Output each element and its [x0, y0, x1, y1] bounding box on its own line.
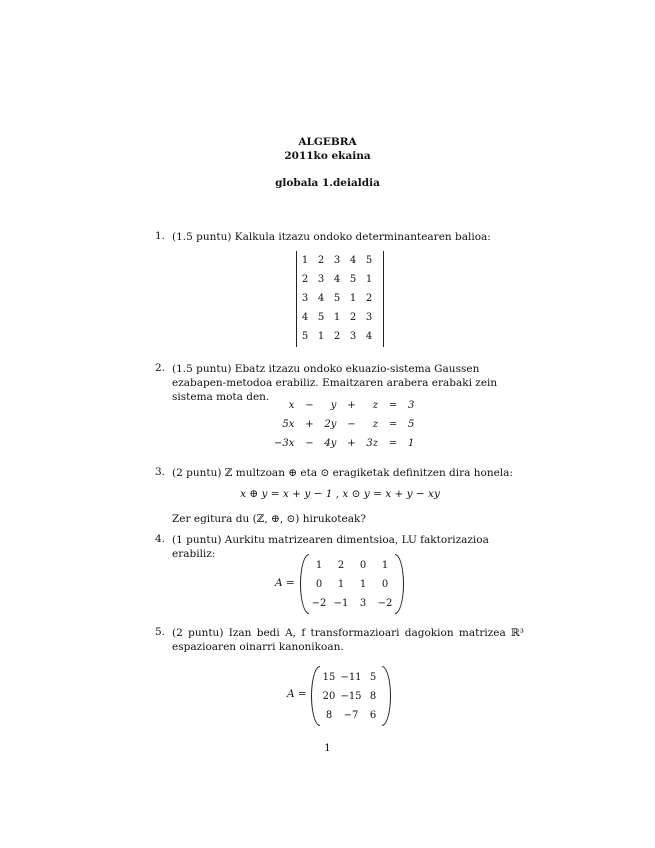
determinant-cell: 1 — [349, 293, 357, 304]
doc-title: ALGEBRA — [298, 136, 357, 148]
doc-date: 2011ko ekaina — [284, 150, 371, 162]
determinant-cell: 3 — [349, 331, 357, 342]
determinant-cell: 3 — [333, 255, 341, 266]
page-number: 1 — [324, 742, 331, 754]
matrix-lu-row — [308, 594, 396, 613]
equation-cell: = — [388, 419, 398, 430]
equation-row — [270, 396, 418, 415]
determinant-cell: 4 — [365, 331, 373, 342]
matrix-transformation — [318, 668, 384, 725]
determinant-cell: 3 — [365, 312, 373, 323]
matrix-lu-cell: −2 — [377, 598, 393, 609]
question-4-text: (1 puntu) Aurkitu matrizearen dimentsioa, LU faktorizazioa erabiliz: — [172, 534, 489, 560]
equation-cell: + — [347, 438, 356, 449]
question-3-number: 3. — [155, 466, 166, 478]
equation-cell: 3z — [366, 438, 379, 449]
determinant-cell: 5 — [349, 274, 357, 285]
matrix-transformation-cell: 8 — [369, 691, 377, 702]
matrix-lu-cell: 2 — [337, 560, 345, 571]
determinant-cell: 4 — [333, 274, 341, 285]
right-parenthesis — [395, 554, 404, 614]
matrix-lu-cell: −2 — [311, 598, 327, 609]
matrix-transformation-row — [318, 668, 384, 687]
equation-cell: 4y — [324, 438, 337, 449]
equation-cell: 5x — [282, 419, 295, 430]
determinant-cell: 4 — [317, 293, 325, 304]
matrix-lu-cell: 1 — [359, 579, 367, 590]
determinant-cell: 1 — [301, 255, 309, 266]
determinant-cell: 5 — [301, 331, 309, 342]
equation-cell: 3 — [408, 400, 415, 411]
determinant-cell: 4 — [349, 255, 357, 266]
doc-subtitle: globala 1.deialdia — [275, 177, 380, 189]
determinant-cell: 1 — [317, 331, 325, 342]
equation-cell: + — [347, 400, 356, 411]
determinant-cell: 1 — [365, 274, 373, 285]
equation-row — [270, 434, 418, 453]
determinant-cell: 2 — [365, 293, 373, 304]
equation-cell: − — [305, 438, 314, 449]
matrix-lu-row — [308, 575, 396, 594]
matrix-transformation-row — [318, 687, 384, 706]
equation-cell: + — [305, 419, 314, 430]
matrix-transformation-cell: 20 — [322, 691, 336, 702]
determinant-row — [297, 289, 377, 308]
determinant-cell: 5 — [333, 293, 341, 304]
equation-cell: z — [372, 400, 379, 411]
matrix-a-label: A = — [275, 577, 295, 589]
determinant-row — [297, 308, 377, 327]
matrix-lu-cell: 3 — [359, 598, 367, 609]
determinant-cell: 3 — [301, 293, 309, 304]
matrix-lu-cell: 0 — [381, 579, 389, 590]
matrix-lu-row — [308, 556, 396, 575]
matrix-transformation-cell: 6 — [369, 710, 377, 721]
equation-cell: − — [347, 419, 356, 430]
equation-cell: y — [330, 400, 337, 411]
matrix-lu-cell: 0 — [359, 560, 367, 571]
determinant-cell: 3 — [317, 274, 325, 285]
determinant-cell: 2 — [317, 255, 325, 266]
matrix-transformation-cell: 15 — [322, 672, 336, 683]
determinant-cell: 4 — [301, 312, 309, 323]
equation-system — [270, 396, 418, 453]
question-5-number: 5. — [155, 626, 166, 638]
equation-cell: − — [305, 400, 314, 411]
equation-cell: 2y — [324, 419, 337, 430]
determinant-cell: 5 — [317, 312, 325, 323]
determinant-cell: 1 — [333, 312, 341, 323]
matrix-lu-cell: 0 — [315, 579, 323, 590]
determinant-cell: 2 — [301, 274, 309, 285]
matrix-transformation-cell: −15 — [340, 691, 362, 702]
question-1-text: (1.5 puntu) Kalkula itzazu ondoko determinantearen balioa: — [172, 231, 491, 243]
matrix-transformation-cell: −7 — [343, 710, 359, 721]
matrix-transformation-cell: −11 — [340, 672, 362, 683]
determinant-cell: 2 — [333, 331, 341, 342]
equation-cell: z — [372, 419, 379, 430]
equation-cell: = — [388, 438, 398, 449]
equation-cell: 5 — [408, 419, 415, 430]
question-4-number: 4. — [155, 533, 166, 545]
determinant-row — [297, 251, 377, 270]
equation-cell: −3x — [274, 438, 295, 449]
matrix-transformation-cell: 5 — [369, 672, 377, 683]
matrix-lu-cell: 1 — [315, 560, 323, 571]
question-3-text: (2 puntu) ℤ multzoan ⊕ eta ⊙ eragiketak definitzen dira honela: — [172, 467, 513, 479]
question-2-number: 2. — [155, 362, 166, 374]
determinant-cell: 2 — [349, 312, 357, 323]
operation-formula: x ⊕ y = x + y − 1 , x ⊙ y = x + y − xy — [240, 488, 440, 500]
matrix-a-label-2: A = — [287, 688, 307, 700]
matrix-transformation-row — [318, 706, 384, 725]
question-1-number: 1. — [155, 230, 166, 242]
determinant-row — [297, 270, 377, 289]
question-5-text: (2 puntu) Izan bedi A, f transformazioari dagokion matrizea ℝ³ espazioaren oinarri kanonikoan. — [172, 627, 524, 653]
question-2-text: (1.5 puntu) Ebatz itzazu ondoko ekuazio-sistema Gaussen ezabapen-metodoa erabiliz. Emaitzaren arabera erabaki zein sistema mota den. — [172, 363, 498, 403]
equation-cell: = — [388, 400, 398, 411]
matrix-lu — [308, 556, 396, 613]
matrix-lu-cell: 1 — [337, 579, 345, 590]
equation-cell: x — [288, 400, 295, 411]
equation-cell: 1 — [408, 438, 415, 449]
equation-row — [270, 415, 418, 434]
matrix-lu-cell: −1 — [333, 598, 349, 609]
matrix-lu-cell: 1 — [381, 560, 389, 571]
determinant-cell: 5 — [365, 255, 373, 266]
determinant-row — [297, 327, 377, 346]
determinant-matrix — [296, 251, 384, 347]
matrix-transformation-cell: 8 — [325, 710, 333, 721]
question-3-subquestion: Zer egitura du (ℤ, ⊕, ⊙) hirukoteak? — [172, 513, 366, 525]
